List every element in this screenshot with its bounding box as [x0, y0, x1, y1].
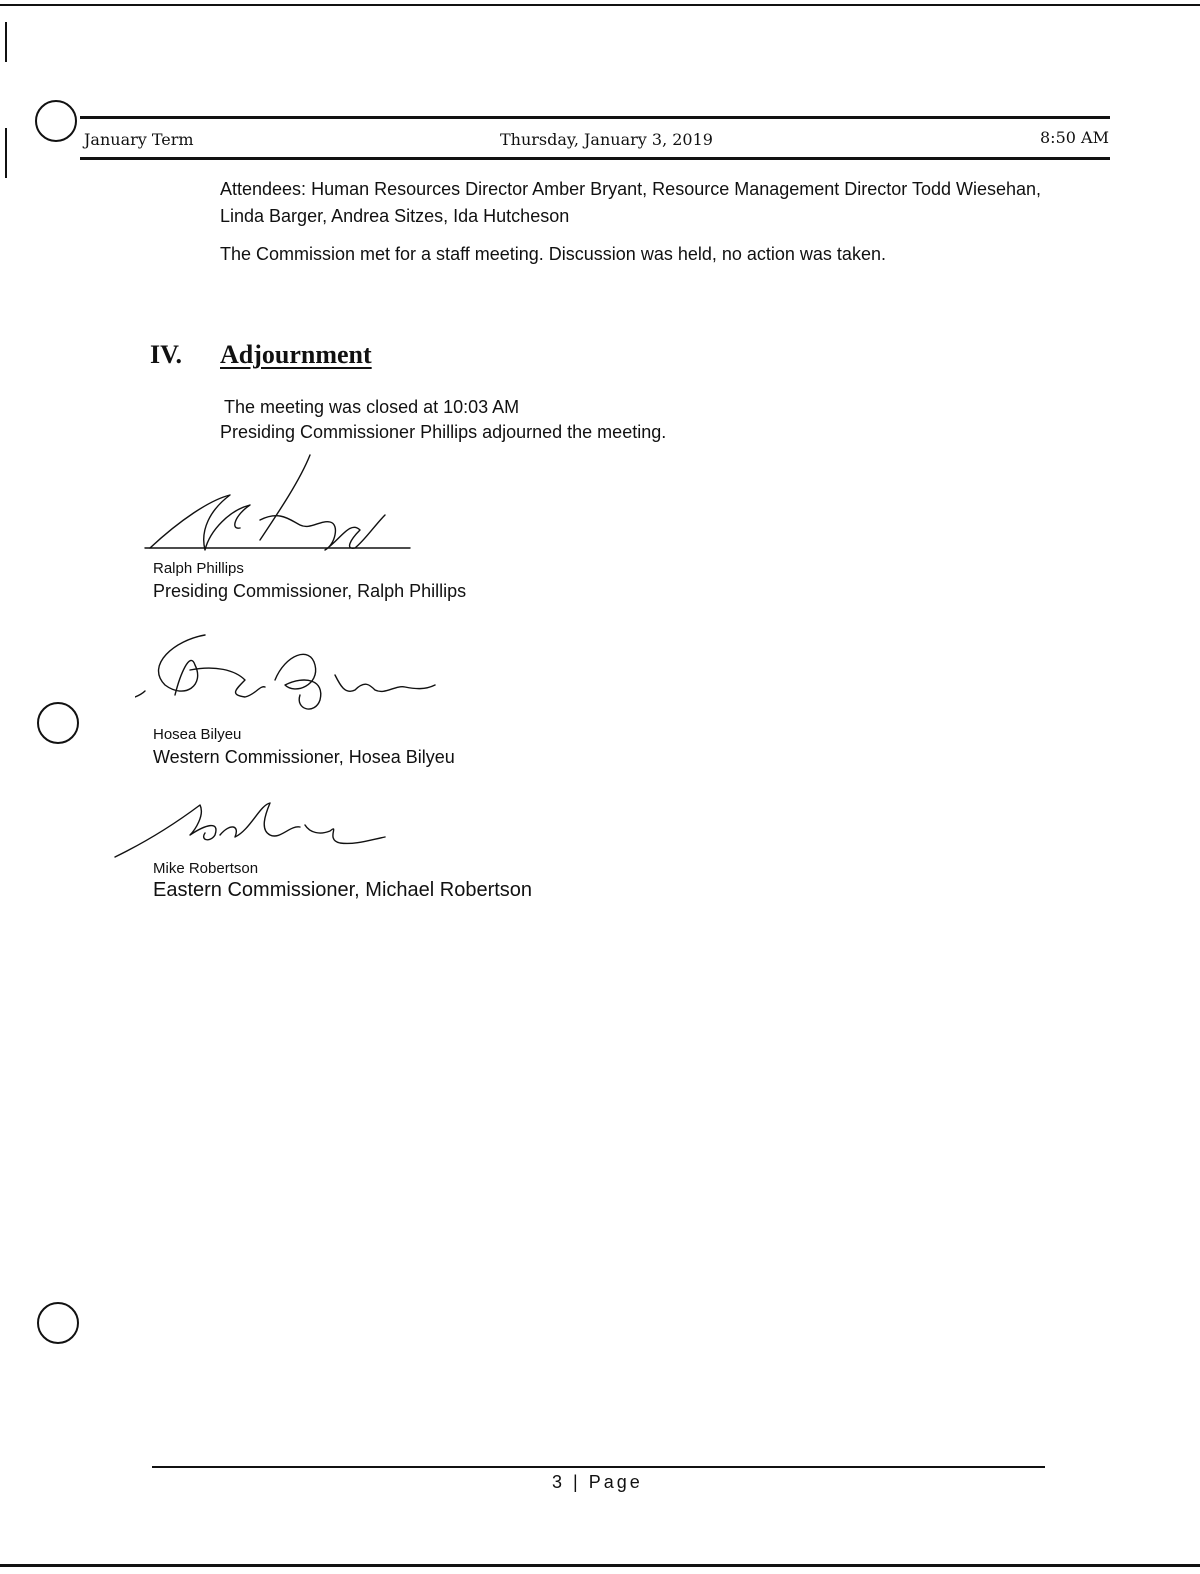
header-term: January Term [84, 130, 194, 149]
signature-mike-robertson [110, 795, 390, 865]
scan-left-mark [5, 22, 7, 62]
scan-left-mark-2 [5, 128, 7, 178]
scan-top-edge [0, 4, 1200, 6]
header-time: 8:50 AM [1040, 128, 1109, 147]
signature-name: Ralph Phillips [153, 560, 244, 577]
signature-title: Eastern Commissioner, Michael Robertson [153, 879, 533, 901]
page-number: 3 | Page [552, 1472, 643, 1492]
signature-hosea-bilyeu [135, 625, 445, 720]
header-date: Thursday, January 3, 2019 [500, 130, 713, 149]
staff-meeting-note: The Commission met for a staff meeting. Discussion was held, no action was taken. [220, 244, 886, 264]
scan-bottom-edge [0, 1564, 1200, 1567]
signature-ralph-phillips [140, 450, 420, 560]
attendees-paragraph: Attendees: Human Resources Director Amber Bryant, Resource Management Director Todd Wiesehan, Linda Barger, Andrea Sitzes, Ida Hutcheson [220, 179, 1042, 226]
header-top-rule [80, 116, 1110, 119]
signature-name: Hosea Bilyeu [153, 726, 242, 743]
signature-name: Mike Robertson [153, 860, 259, 877]
section-title: Adjournment [220, 340, 372, 369]
footer-rule [152, 1466, 1045, 1468]
adjournment-statement: Presiding Commissioner Phillips adjourned the meeting. [220, 422, 667, 442]
section-number: IV. [150, 340, 183, 369]
signature-title: Presiding Commissioner, Ralph Phillips [153, 581, 467, 601]
header-bottom-rule [80, 157, 1110, 160]
binder-hole-top [35, 100, 77, 142]
signature-title: Western Commissioner, Hosea Bilyeu [153, 747, 455, 767]
binder-hole-middle [37, 702, 79, 744]
adjournment-time: The meeting was closed at 10:03 AM [224, 397, 520, 417]
binder-hole-bottom [37, 1302, 79, 1344]
